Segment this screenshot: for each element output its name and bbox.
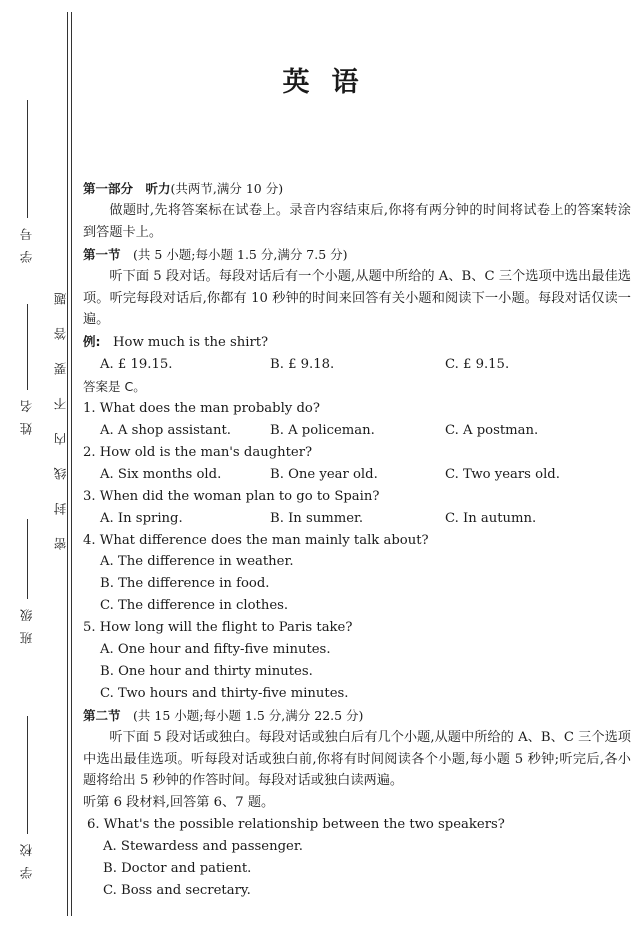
example-answer: 答案是 C。 [83,379,146,395]
question-3: 3. When did the woman plan to go to Spain? [83,488,380,504]
question-1-options [83,420,631,442]
name-field [14,300,40,435]
name-label: 姓名 [19,390,34,435]
question-6: 6. What's the possible relationship between the two speakers? [87,817,505,833]
example-label: 例: [83,334,101,350]
question-1-option-c: C. A postman. [445,422,539,438]
question-2-option-a: A. Six months old. [100,466,222,482]
question-2-option-c: C. Two years old. [445,466,560,482]
question-4-option-a: A. The difference in weather. [100,554,294,570]
material-note: 听第 6 段材料,回答第 6、7 题。 [83,795,275,811]
section1-instruction: 听下面 5 段对话。每段对话后有一个小题,从题中所给的 A、B、C 三个选项中选出最佳选项。听完每段对话后,你都有 10 秒钟的时间来回答有关小题和阅读下一小题。每段对话仅读一遍。 [83,268,631,328]
question-5-option-b: B. One hour and thirty minutes. [100,663,313,679]
question-3-options [83,508,631,530]
class-label: 班级 [19,599,34,644]
question-4-option-b: B. The difference in food. [100,576,270,592]
part1-heading-text: 第一部分 听力 [83,181,171,196]
student-id-label: 学号 [19,218,34,263]
section2-heading-text: 第二节 [83,707,121,723]
question-1-option-b: B. A policeman. [270,422,375,438]
part1-heading [83,178,631,200]
question-6-option-c: C. Boss and secretary. [103,883,251,898]
student-id-blank [27,100,28,218]
class-field [14,515,40,644]
question-6-option-a: A. Stewardess and passenger. [103,839,303,855]
question-4: 4. What difference does the man mainly talk about? [83,532,429,548]
question-5-option-c: C. Two hours and thirty-five minutes. [100,685,349,701]
section2-instruction: 听下面 5 段对话或独白。每段对话或独白后有几个小题,从题中所给的 A、B、C 三个选项中选出最佳选项。听每段对话或独白前,你将有时间阅读各个小题,每小题 5 秒钟;听完后,各小题将给出 5 秒钟的作答时间。每段对话或独白读两遍。 [83,729,631,789]
example-option-c: C. £ 9.15. [445,357,510,373]
school-blank [27,716,28,834]
example-options [83,354,631,376]
example-question [83,331,631,354]
class-blank [27,519,28,599]
question-3-option-b: B. In summer. [270,510,364,526]
question-1-option-a: A. A shop assistant. [100,422,231,438]
seal-line-notice: 密封线内不要答题 [53,270,68,550]
section2-heading-note: (共 15 小题;每小题 1.5 分,满分 22.5 分) [133,707,364,723]
question-1: 1. What does the man probably do? [83,401,320,417]
question-5: 5. How long will the flight to Paris take? [83,620,353,636]
section1-heading-note: (共 5 小题;每小题 1.5 分,满分 7.5 分) [133,246,348,262]
part1-heading-note: (共两节,满分 10 分) [170,181,284,196]
student-id-field [14,96,40,263]
exam-content [83,178,631,902]
section1-heading [83,244,631,266]
part1-instruction: 做题时,先将答案标在试卷上。录音内容结束后,你将有两分钟的时间将试卷上的答案转涂到答题卡上。 [83,202,631,240]
question-2-option-b: B. One year old. [270,466,378,482]
question-6-option-b: B. Doctor and patient. [103,861,252,877]
page-title: 英语 [282,67,381,98]
question-2: 2. How old is the man's daughter? [83,444,313,460]
margin-line-inner [71,12,72,916]
example-question-text: How much is the shirt? [113,335,269,351]
school-field [14,712,40,879]
question-3-option-c: C. In autumn. [445,510,537,526]
name-blank [27,304,28,390]
question-3-option-a: A. In spring. [100,510,183,526]
question-5-option-a: A. One hour and fifty-five minutes. [100,642,331,658]
question-4-option-c: C. The difference in clothes. [100,598,289,614]
school-label: 学校 [19,834,34,879]
section2-heading [83,705,631,727]
question-2-options [83,464,631,486]
example-option-b: B. £ 9.18. [270,357,335,373]
section1-heading-text: 第一节 [83,246,121,262]
example-option-a: A. £ 19.15. [100,357,173,373]
